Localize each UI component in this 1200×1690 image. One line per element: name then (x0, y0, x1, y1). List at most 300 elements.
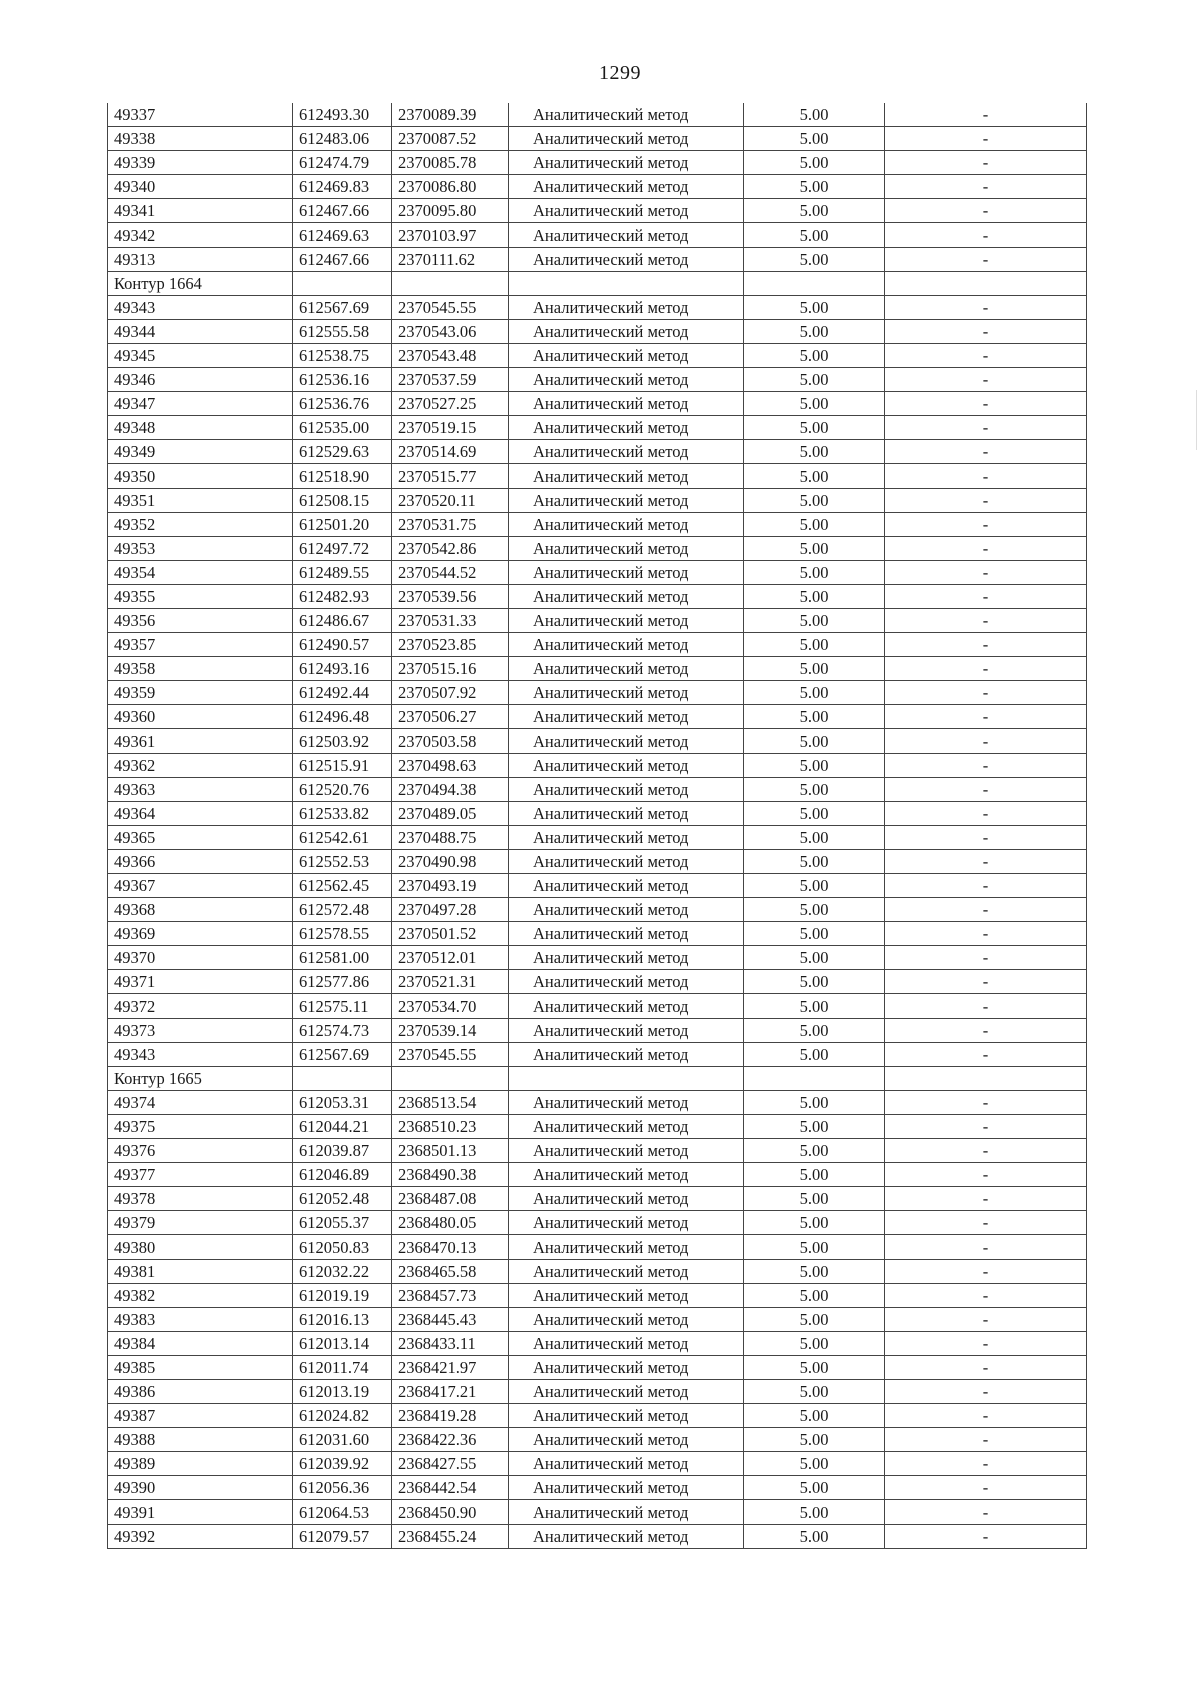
method-cell: Аналитический метод (509, 175, 744, 199)
note-cell: - (885, 127, 1087, 151)
method-cell: Аналитический метод (509, 440, 744, 464)
method-cell: Аналитический метод (509, 1452, 744, 1476)
y-coordinate-cell: 2370527.25 (392, 392, 509, 416)
point-id-cell: 49372 (108, 994, 293, 1018)
point-id-cell: 49356 (108, 608, 293, 632)
accuracy-cell: 5.00 (744, 801, 885, 825)
method-cell: Аналитический метод (509, 1163, 744, 1187)
accuracy-cell: 5.00 (744, 1259, 885, 1283)
table-row (108, 223, 1087, 247)
table-row (108, 801, 1087, 825)
note-cell: - (885, 729, 1087, 753)
accuracy-cell: 5.00 (744, 1163, 885, 1187)
accuracy-cell: 5.00 (744, 753, 885, 777)
table-row (108, 1139, 1087, 1163)
y-coordinate-cell: 2368445.43 (392, 1307, 509, 1331)
table-row (108, 1307, 1087, 1331)
x-coordinate-cell: 612079.57 (293, 1524, 392, 1548)
accuracy-cell: 5.00 (744, 1211, 885, 1235)
point-id-cell: 49387 (108, 1404, 293, 1428)
y-coordinate-cell: 2368510.23 (392, 1114, 509, 1138)
note-cell: - (885, 295, 1087, 319)
table-row (108, 464, 1087, 488)
note-cell: - (885, 1018, 1087, 1042)
note-cell: - (885, 657, 1087, 681)
accuracy-cell: 5.00 (744, 705, 885, 729)
method-cell: Аналитический метод (509, 1259, 744, 1283)
contour-label: Контур 1664 (108, 271, 293, 295)
method-cell: Аналитический метод (509, 343, 744, 367)
y-coordinate-cell: 2370507.92 (392, 681, 509, 705)
y-coordinate-cell: 2370542.86 (392, 536, 509, 560)
table-row (108, 898, 1087, 922)
note-cell: - (885, 777, 1087, 801)
note-cell: - (885, 922, 1087, 946)
note-cell: - (885, 753, 1087, 777)
x-coordinate-cell: 612518.90 (293, 464, 392, 488)
table-row (108, 1235, 1087, 1259)
method-cell: Аналитический метод (509, 584, 744, 608)
table-row (108, 1018, 1087, 1042)
y-coordinate-cell: 2368427.55 (392, 1452, 509, 1476)
y-coordinate-cell: 2370085.78 (392, 151, 509, 175)
method-cell: Аналитический метод (509, 127, 744, 151)
method-cell: Аналитический метод (509, 1307, 744, 1331)
method-cell: Аналитический метод (509, 1018, 744, 1042)
table-row (108, 753, 1087, 777)
point-id-cell: 49352 (108, 512, 293, 536)
note-cell: - (885, 223, 1087, 247)
table-row (108, 199, 1087, 223)
y-coordinate-cell: 2370544.52 (392, 560, 509, 584)
table-row (108, 151, 1087, 175)
method-cell: Аналитический метод (509, 319, 744, 343)
y-coordinate-cell: 2370493.19 (392, 874, 509, 898)
table-row (108, 657, 1087, 681)
point-id-cell: 49347 (108, 392, 293, 416)
page-number: 1299 (599, 62, 641, 84)
table-row (108, 1283, 1087, 1307)
table-row (108, 319, 1087, 343)
x-coordinate-cell: 612050.83 (293, 1235, 392, 1259)
table-row (108, 1090, 1087, 1114)
x-coordinate-cell: 612577.86 (293, 970, 392, 994)
accuracy-cell: 5.00 (744, 608, 885, 632)
empty-cell (392, 1066, 509, 1090)
point-id-cell: 49342 (108, 223, 293, 247)
accuracy-cell: 5.00 (744, 922, 885, 946)
x-coordinate-cell: 612562.45 (293, 874, 392, 898)
point-id-cell: 49348 (108, 416, 293, 440)
point-id-cell: 49366 (108, 849, 293, 873)
note-cell: - (885, 560, 1087, 584)
x-coordinate-cell: 612501.20 (293, 512, 392, 536)
x-coordinate-cell: 612467.66 (293, 199, 392, 223)
empty-cell (509, 1066, 744, 1090)
accuracy-cell: 5.00 (744, 729, 885, 753)
table-row (108, 1259, 1087, 1283)
note-cell: - (885, 1090, 1087, 1114)
table-row (108, 103, 1087, 127)
accuracy-cell: 5.00 (744, 1379, 885, 1403)
table-row (108, 608, 1087, 632)
method-cell: Аналитический метод (509, 608, 744, 632)
note-cell: - (885, 1355, 1087, 1379)
point-id-cell: 49339 (108, 151, 293, 175)
accuracy-cell: 5.00 (744, 898, 885, 922)
method-cell: Аналитический метод (509, 1404, 744, 1428)
method-cell: Аналитический метод (509, 392, 744, 416)
accuracy-cell: 5.00 (744, 1404, 885, 1428)
empty-cell (885, 1066, 1087, 1090)
accuracy-cell: 5.00 (744, 512, 885, 536)
point-id-cell: 49361 (108, 729, 293, 753)
accuracy-cell: 5.00 (744, 103, 885, 127)
note-cell: - (885, 1331, 1087, 1355)
x-coordinate-cell: 612053.31 (293, 1090, 392, 1114)
point-id-cell: 49354 (108, 560, 293, 584)
x-coordinate-cell: 612046.89 (293, 1163, 392, 1187)
point-id-cell: 49353 (108, 536, 293, 560)
x-coordinate-cell: 612581.00 (293, 946, 392, 970)
y-coordinate-cell: 2368513.54 (392, 1090, 509, 1114)
note-cell: - (885, 801, 1087, 825)
method-cell: Аналитический метод (509, 416, 744, 440)
note-cell: - (885, 464, 1087, 488)
x-coordinate-cell: 612064.53 (293, 1500, 392, 1524)
method-cell: Аналитический метод (509, 729, 744, 753)
accuracy-cell: 5.00 (744, 681, 885, 705)
method-cell: Аналитический метод (509, 657, 744, 681)
note-cell: - (885, 849, 1087, 873)
method-cell: Аналитический метод (509, 1476, 744, 1500)
accuracy-cell: 5.00 (744, 1114, 885, 1138)
y-coordinate-cell: 2370545.55 (392, 1042, 509, 1066)
x-coordinate-cell: 612555.58 (293, 319, 392, 343)
x-coordinate-cell: 612496.48 (293, 705, 392, 729)
table-row (108, 1355, 1087, 1379)
y-coordinate-cell: 2370489.05 (392, 801, 509, 825)
method-cell: Аналитический метод (509, 1283, 744, 1307)
method-cell: Аналитический метод (509, 1187, 744, 1211)
method-cell: Аналитический метод (509, 464, 744, 488)
x-coordinate-cell: 612052.48 (293, 1187, 392, 1211)
point-id-cell: 49382 (108, 1283, 293, 1307)
accuracy-cell: 5.00 (744, 440, 885, 464)
point-id-cell: 49369 (108, 922, 293, 946)
accuracy-cell: 5.00 (744, 1452, 885, 1476)
x-coordinate-cell: 612039.92 (293, 1452, 392, 1476)
y-coordinate-cell: 2368421.97 (392, 1355, 509, 1379)
method-cell: Аналитический метод (509, 753, 744, 777)
method-cell: Аналитический метод (509, 1235, 744, 1259)
accuracy-cell: 5.00 (744, 368, 885, 392)
table-row (108, 1428, 1087, 1452)
method-cell: Аналитический метод (509, 970, 744, 994)
method-cell: Аналитический метод (509, 1428, 744, 1452)
point-id-cell: 49349 (108, 440, 293, 464)
y-coordinate-cell: 2368455.24 (392, 1524, 509, 1548)
accuracy-cell: 5.00 (744, 319, 885, 343)
note-cell: - (885, 512, 1087, 536)
empty-cell (293, 1066, 392, 1090)
point-id-cell: 49375 (108, 1114, 293, 1138)
note-cell: - (885, 1500, 1087, 1524)
method-cell: Аналитический метод (509, 488, 744, 512)
table-row (108, 1042, 1087, 1066)
note-cell: - (885, 1379, 1087, 1403)
point-id-cell: 49340 (108, 175, 293, 199)
point-id-cell: 49381 (108, 1259, 293, 1283)
y-coordinate-cell: 2370087.52 (392, 127, 509, 151)
method-cell: Аналитический метод (509, 536, 744, 560)
table-row (108, 1187, 1087, 1211)
accuracy-cell: 5.00 (744, 392, 885, 416)
note-cell: - (885, 633, 1087, 657)
empty-cell (744, 1066, 885, 1090)
method-cell: Аналитический метод (509, 898, 744, 922)
point-id-cell: 49341 (108, 199, 293, 223)
note-cell: - (885, 1452, 1087, 1476)
y-coordinate-cell: 2370512.01 (392, 946, 509, 970)
y-coordinate-cell: 2370514.69 (392, 440, 509, 464)
accuracy-cell: 5.00 (744, 560, 885, 584)
note-cell: - (885, 368, 1087, 392)
table-row (108, 874, 1087, 898)
point-id-cell: 49313 (108, 247, 293, 271)
accuracy-cell: 5.00 (744, 1283, 885, 1307)
point-id-cell: 49376 (108, 1139, 293, 1163)
y-coordinate-cell: 2368419.28 (392, 1404, 509, 1428)
point-id-cell: 49378 (108, 1187, 293, 1211)
x-coordinate-cell: 612024.82 (293, 1404, 392, 1428)
point-id-cell: 49389 (108, 1452, 293, 1476)
point-id-cell: 49364 (108, 801, 293, 825)
accuracy-cell: 5.00 (744, 825, 885, 849)
note-cell: - (885, 1428, 1087, 1452)
point-id-cell: 49360 (108, 705, 293, 729)
x-coordinate-cell: 612019.19 (293, 1283, 392, 1307)
method-cell: Аналитический метод (509, 633, 744, 657)
accuracy-cell: 5.00 (744, 1524, 885, 1548)
table-row (108, 729, 1087, 753)
accuracy-cell: 5.00 (744, 777, 885, 801)
y-coordinate-cell: 2370103.97 (392, 223, 509, 247)
coordinates-table (107, 103, 1087, 1549)
table-row (108, 295, 1087, 319)
table-row (108, 1500, 1087, 1524)
method-cell: Аналитический метод (509, 103, 744, 127)
x-coordinate-cell: 612039.87 (293, 1139, 392, 1163)
point-id-cell: 49343 (108, 295, 293, 319)
accuracy-cell: 5.00 (744, 1500, 885, 1524)
x-coordinate-cell: 612467.66 (293, 247, 392, 271)
x-coordinate-cell: 612492.44 (293, 681, 392, 705)
table-row (108, 488, 1087, 512)
y-coordinate-cell: 2370534.70 (392, 994, 509, 1018)
accuracy-cell: 5.00 (744, 416, 885, 440)
x-coordinate-cell: 612574.73 (293, 1018, 392, 1042)
x-coordinate-cell: 612056.36 (293, 1476, 392, 1500)
note-cell: - (885, 343, 1087, 367)
point-id-cell: 49391 (108, 1500, 293, 1524)
point-id-cell: 49371 (108, 970, 293, 994)
accuracy-cell: 5.00 (744, 1018, 885, 1042)
coordinates-table-body (108, 103, 1087, 1548)
note-cell: - (885, 825, 1087, 849)
note-cell: - (885, 1042, 1087, 1066)
accuracy-cell: 5.00 (744, 151, 885, 175)
note-cell: - (885, 705, 1087, 729)
x-coordinate-cell: 612011.74 (293, 1355, 392, 1379)
x-coordinate-cell: 612536.16 (293, 368, 392, 392)
y-coordinate-cell: 2368422.36 (392, 1428, 509, 1452)
table-row (108, 849, 1087, 873)
note-cell: - (885, 199, 1087, 223)
point-id-cell: 49373 (108, 1018, 293, 1042)
table-row (108, 368, 1087, 392)
note-cell: - (885, 874, 1087, 898)
point-id-cell: 49355 (108, 584, 293, 608)
point-id-cell: 49358 (108, 657, 293, 681)
method-cell: Аналитический метод (509, 1090, 744, 1114)
x-coordinate-cell: 612497.72 (293, 536, 392, 560)
method-cell: Аналитический метод (509, 223, 744, 247)
x-coordinate-cell: 612490.57 (293, 633, 392, 657)
method-cell: Аналитический метод (509, 560, 744, 584)
point-id-cell: 49384 (108, 1331, 293, 1355)
accuracy-cell: 5.00 (744, 488, 885, 512)
y-coordinate-cell: 2368457.73 (392, 1283, 509, 1307)
table-row (108, 127, 1087, 151)
x-coordinate-cell: 612508.15 (293, 488, 392, 512)
method-cell: Аналитический метод (509, 1211, 744, 1235)
point-id-cell: 49379 (108, 1211, 293, 1235)
note-cell: - (885, 151, 1087, 175)
y-coordinate-cell: 2370111.62 (392, 247, 509, 271)
empty-cell (509, 271, 744, 295)
method-cell: Аналитический метод (509, 151, 744, 175)
note-cell: - (885, 175, 1087, 199)
method-cell: Аналитический метод (509, 1042, 744, 1066)
x-coordinate-cell: 612567.69 (293, 1042, 392, 1066)
note-cell: - (885, 1524, 1087, 1548)
accuracy-cell: 5.00 (744, 1476, 885, 1500)
point-id-cell: 49344 (108, 319, 293, 343)
accuracy-cell: 5.00 (744, 536, 885, 560)
x-coordinate-cell: 612474.79 (293, 151, 392, 175)
method-cell: Аналитический метод (509, 849, 744, 873)
point-id-cell: 49351 (108, 488, 293, 512)
empty-cell (293, 271, 392, 295)
note-cell: - (885, 247, 1087, 271)
method-cell: Аналитический метод (509, 681, 744, 705)
accuracy-cell: 5.00 (744, 633, 885, 657)
x-coordinate-cell: 612493.30 (293, 103, 392, 127)
y-coordinate-cell: 2370501.52 (392, 922, 509, 946)
x-coordinate-cell: 612469.63 (293, 223, 392, 247)
method-cell: Аналитический метод (509, 705, 744, 729)
y-coordinate-cell: 2370531.75 (392, 512, 509, 536)
y-coordinate-cell: 2368442.54 (392, 1476, 509, 1500)
table-row (108, 633, 1087, 657)
note-cell: - (885, 392, 1087, 416)
y-coordinate-cell: 2370537.59 (392, 368, 509, 392)
point-id-cell: 49388 (108, 1428, 293, 1452)
table-row (108, 343, 1087, 367)
table-row (108, 392, 1087, 416)
x-coordinate-cell: 612055.37 (293, 1211, 392, 1235)
x-coordinate-cell: 612489.55 (293, 560, 392, 584)
accuracy-cell: 5.00 (744, 199, 885, 223)
accuracy-cell: 5.00 (744, 127, 885, 151)
note-cell: - (885, 1211, 1087, 1235)
table-row (108, 1476, 1087, 1500)
method-cell: Аналитический метод (509, 1114, 744, 1138)
note-cell: - (885, 319, 1087, 343)
y-coordinate-cell: 2370545.55 (392, 295, 509, 319)
x-coordinate-cell: 612016.13 (293, 1307, 392, 1331)
y-coordinate-cell: 2370503.58 (392, 729, 509, 753)
contour-header-row (108, 1066, 1087, 1090)
table-row (108, 175, 1087, 199)
y-coordinate-cell: 2370086.80 (392, 175, 509, 199)
y-coordinate-cell: 2370089.39 (392, 103, 509, 127)
accuracy-cell: 5.00 (744, 223, 885, 247)
accuracy-cell: 5.00 (744, 1331, 885, 1355)
table-row (108, 922, 1087, 946)
x-coordinate-cell: 612031.60 (293, 1428, 392, 1452)
y-coordinate-cell: 2370497.28 (392, 898, 509, 922)
y-coordinate-cell: 2370498.63 (392, 753, 509, 777)
note-cell: - (885, 536, 1087, 560)
accuracy-cell: 5.00 (744, 946, 885, 970)
method-cell: Аналитический метод (509, 1355, 744, 1379)
method-cell: Аналитический метод (509, 1331, 744, 1355)
note-cell: - (885, 103, 1087, 127)
contour-label: Контур 1665 (108, 1066, 293, 1090)
point-id-cell: 49362 (108, 753, 293, 777)
table-row (108, 825, 1087, 849)
x-coordinate-cell: 612538.75 (293, 343, 392, 367)
point-id-cell: 49357 (108, 633, 293, 657)
accuracy-cell: 5.00 (744, 874, 885, 898)
y-coordinate-cell: 2368433.11 (392, 1331, 509, 1355)
point-id-cell: 49392 (108, 1524, 293, 1548)
x-coordinate-cell: 612482.93 (293, 584, 392, 608)
x-coordinate-cell: 612542.61 (293, 825, 392, 849)
x-coordinate-cell: 612533.82 (293, 801, 392, 825)
accuracy-cell: 5.00 (744, 1428, 885, 1452)
x-coordinate-cell: 612575.11 (293, 994, 392, 1018)
point-id-cell: 49386 (108, 1379, 293, 1403)
x-coordinate-cell: 612515.91 (293, 753, 392, 777)
accuracy-cell: 5.00 (744, 1042, 885, 1066)
point-id-cell: 49377 (108, 1163, 293, 1187)
note-cell: - (885, 1187, 1087, 1211)
note-cell: - (885, 994, 1087, 1018)
note-cell: - (885, 1235, 1087, 1259)
empty-cell (885, 271, 1087, 295)
point-id-cell: 49338 (108, 127, 293, 151)
x-coordinate-cell: 612536.76 (293, 392, 392, 416)
note-cell: - (885, 488, 1087, 512)
y-coordinate-cell: 2368465.58 (392, 1259, 509, 1283)
accuracy-cell: 5.00 (744, 343, 885, 367)
table-row (108, 440, 1087, 464)
note-cell: - (885, 681, 1087, 705)
y-coordinate-cell: 2370488.75 (392, 825, 509, 849)
